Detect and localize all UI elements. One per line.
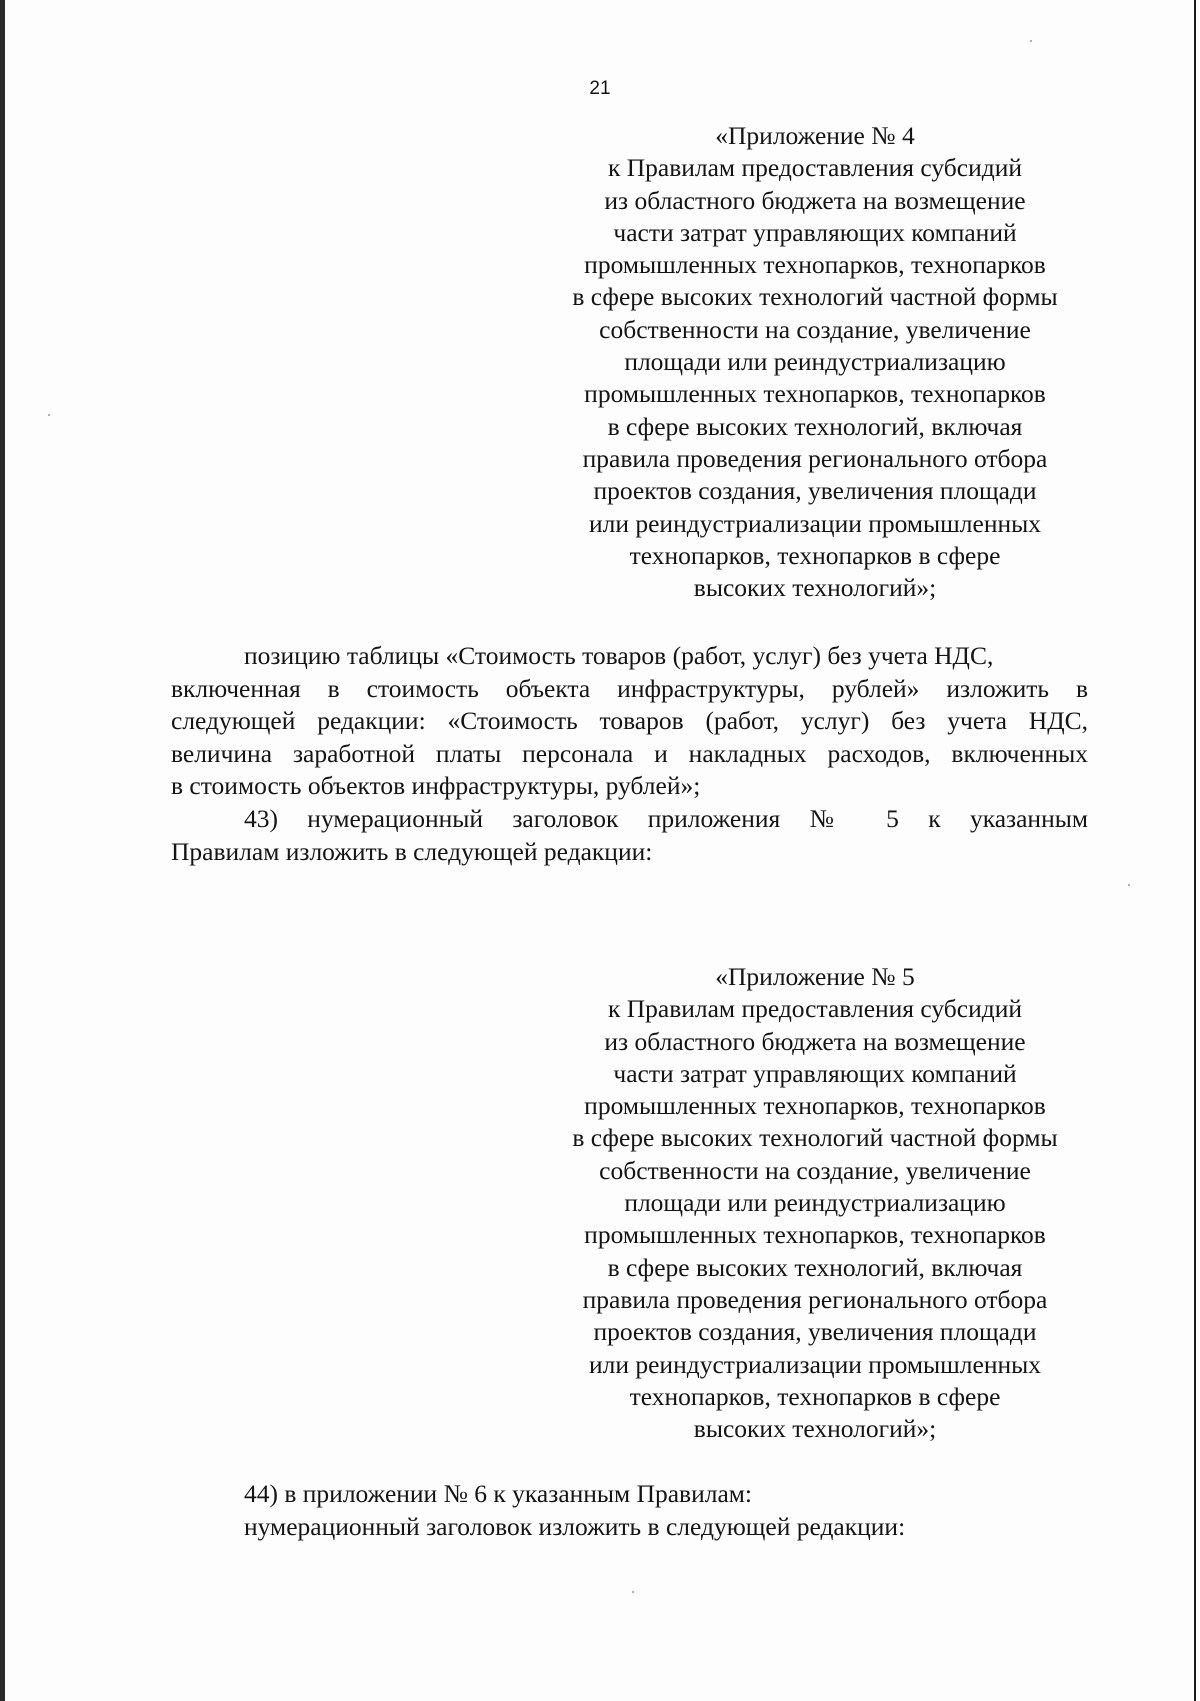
paragraph-line: следующей редакции: «Стоимость товаров (работ, услуг) без учета НДС, [171,706,1088,736]
appendix-4-line: высоких технологий»; [693,573,937,603]
appendix-5-line: части затрат управляющих компаний [613,1058,1017,1088]
scan-speck [1030,40,1032,42]
item-43-line: 43) нумерационный заголовок приложения № 5 к указанным [244,804,1088,833]
paragraph-line: позицию таблицы «Стоимость товаров (работ, услуг) без учета НДС, [244,641,994,670]
appendix-5-line: «Приложение № 5 [715,962,915,991]
appendix-4-line: из областного бюджета на возмещение [604,185,1026,215]
appendix-5-line: промышленных технопарков, технопарков [584,1091,1046,1121]
appendix-4-heading [540,120,1090,604]
paragraph-line: включенная в стоимость объекта инфраструктуры, рублей» изложить в [171,673,1088,703]
scan-speck [632,1591,634,1593]
appendix-4-line: площади или реиндустриализацию [624,347,1006,377]
item-43 [171,803,1088,868]
paragraph-line: в стоимость объектов инфраструктуры, рублей»; [171,771,701,801]
appendix-5-heading [540,961,1090,1445]
item-44-line: нумерационный заголовок изложить в следующей редакции: [244,1511,906,1541]
appendix-4-line: к Правилам предоставления субсидий [607,153,1023,183]
appendix-5-line: правила проведения регионального отбора [582,1284,1048,1314]
item-44-line: 44) в приложении № 6 к указанным Правилам: [244,1479,753,1508]
appendix-4-line: проектов создания, увеличения площади [593,476,1037,506]
appendix-5-line: в сфере высоких технологий, включая [607,1252,1023,1282]
paragraph-table-position [171,640,1088,803]
page-number: 21 [589,78,611,99]
appendix-5-line: или реиндустриализации промышленных [588,1349,1042,1379]
appendix-4-line: части затрат управляющих компаний [613,217,1017,247]
appendix-5-line: в сфере высоких технологий частной формы [572,1123,1058,1153]
appendix-4-line: в сфере высоких технологий частной формы [572,282,1058,312]
appendix-4-line: собственности на создание, увеличение [599,314,1031,344]
appendix-4-line: промышленных технопарков, технопарков [584,250,1046,280]
item-44 [244,1478,905,1543]
item-43-line: Правилам изложить в следующей редакции: [171,836,653,866]
appendix-5-line: собственности на создание, увеличение [599,1155,1031,1185]
scan-left-edge [0,0,5,1701]
appendix-5-line: технопарков, технопарков в сфере [629,1381,1001,1411]
appendix-5-line: площади или реиндустриализацию [624,1188,1006,1218]
scan-speck [48,414,50,416]
appendix-5-line: из областного бюджета на возмещение [604,1026,1026,1056]
appendix-4-line: технопарков, технопарков в сфере [629,540,1001,570]
appendix-4-line: в сфере высоких технологий, включая [607,411,1023,441]
appendix-5-line: высоких технологий»; [693,1414,937,1444]
appendix-5-line: к Правилам предоставления субсидий [607,994,1023,1024]
appendix-5-line: проектов создания, увеличения площади [593,1317,1037,1347]
appendix-4-line: промышленных технопарков, технопарков [584,379,1046,409]
appendix-5-line: промышленных технопарков, технопарков [584,1220,1046,1250]
appendix-4-line: правила проведения регионального отбора [582,443,1048,473]
scan-speck [1128,884,1130,886]
appendix-4-line: или реиндустриализации промышленных [588,508,1042,538]
appendix-4-line: «Приложение № 4 [715,121,915,150]
paragraph-line: величина заработной платы персонала и накладных расходов, включенных [171,738,1088,768]
scan-right-edge [1194,0,1196,1701]
